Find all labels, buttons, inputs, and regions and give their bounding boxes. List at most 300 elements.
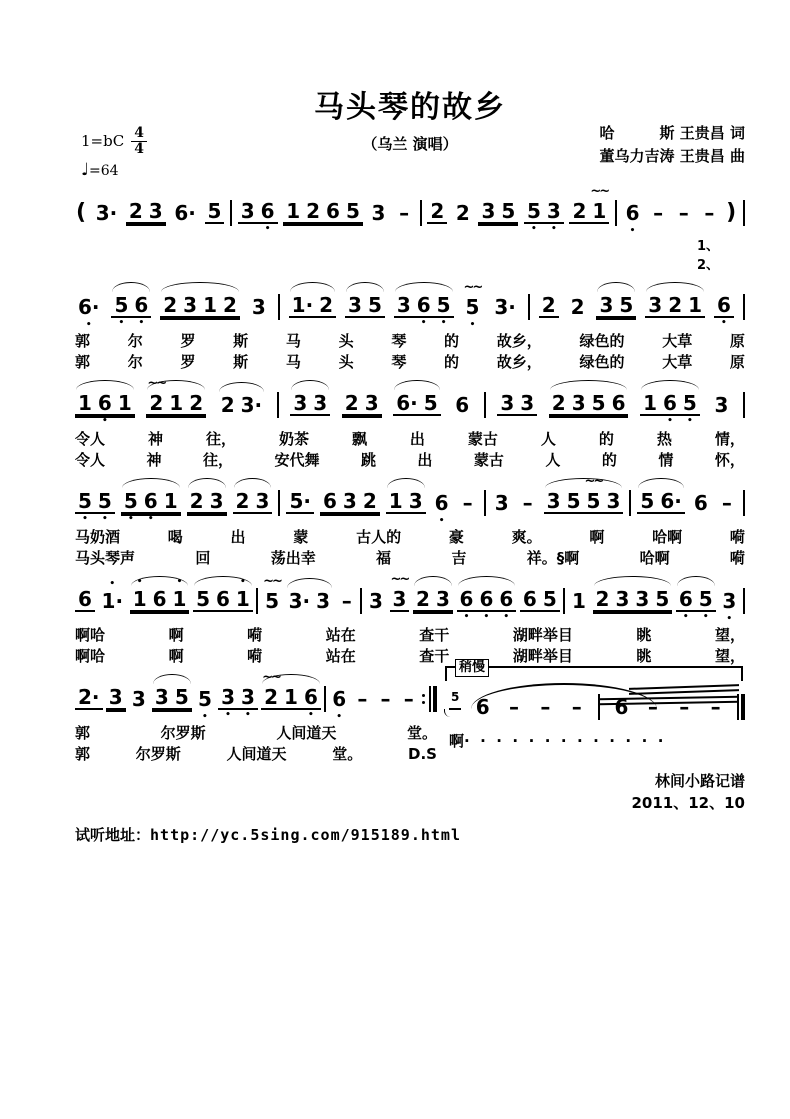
parenthesis: ): [726, 200, 737, 225]
note-group: [249, 296, 269, 318]
lyric-syllable: 蒙古: [467, 430, 498, 448]
high-octave-dot: •: [239, 577, 246, 587]
note: 5: [196, 587, 210, 611]
note-group: [394, 293, 454, 328]
note-group: [427, 200, 447, 224]
slur-arc: [414, 576, 452, 586]
note: 6: [475, 695, 490, 719]
note-group: [645, 294, 705, 318]
lyrics-verse-1: [75, 527, 745, 548]
note: 3: [546, 489, 561, 513]
lyric-syllable: 罗: [180, 332, 196, 350]
note-group: [568, 296, 588, 318]
lyric-syllable: 马奶酒: [75, 528, 121, 546]
low-octave-dot: •: [85, 320, 92, 330]
meter-numerator: 4: [134, 125, 144, 141]
note: 5 •: [123, 489, 138, 524]
lyric-syllable: 蒙: [293, 528, 309, 546]
note: 3: [209, 489, 224, 513]
lyric-syllable: 奶茶: [278, 430, 309, 448]
notes-row: [75, 376, 745, 429]
lyric-syllable: 神: [146, 451, 162, 469]
low-octave-dot: •: [138, 318, 145, 328]
barline: [743, 588, 745, 614]
note: 6 •: [434, 491, 449, 526]
note-group: [549, 392, 629, 416]
double-underline: [283, 224, 363, 226]
note: 3: [154, 685, 169, 709]
low-octave-dot: •: [702, 612, 709, 622]
note-group: [99, 579, 127, 613]
system-4: [75, 474, 745, 569]
verse-mark-2: 2、: [696, 258, 719, 273]
note: 6·: [174, 201, 196, 225]
low-octave-dot: •: [101, 416, 108, 426]
lyric-syllable: 马: [285, 353, 301, 371]
listen-address: [75, 824, 745, 845]
lyric-syllable: 哈啊: [652, 528, 683, 546]
note: 5: [367, 293, 382, 317]
lyric-syllable: 尔: [127, 353, 143, 371]
barline: [324, 686, 326, 712]
note: 1 •: [132, 577, 147, 611]
note: 1· •: [101, 579, 124, 613]
lyric-syllable: 情: [658, 451, 674, 469]
note-group: [233, 490, 273, 514]
note-group: [637, 490, 684, 514]
barline: [429, 686, 431, 712]
note: 6 •: [134, 293, 149, 328]
tempo-marking: [81, 160, 147, 180]
note-group: [473, 696, 493, 718]
note: 5 •: [114, 293, 129, 328]
lyric-syllable: 嗬: [247, 647, 263, 665]
lyric-syllable: 福: [376, 549, 392, 567]
note: 3: [615, 587, 630, 611]
notes-row: [75, 572, 745, 625]
lyrics-verse-1: [75, 723, 437, 744]
notes-row: [75, 670, 437, 723]
barline: [278, 490, 280, 516]
note: 3: [368, 589, 383, 613]
slur-arc: [122, 478, 180, 488]
note-group: [691, 492, 711, 514]
lyric-syllable: 望，: [714, 626, 745, 644]
slur-arc: [646, 282, 704, 292]
slur-arc: [641, 380, 699, 390]
note: 1: [169, 391, 184, 415]
lyric-syllable: 马头琴声: [75, 549, 136, 567]
slur-arc: [161, 282, 239, 292]
note-group: [497, 392, 537, 416]
note: 6 •: [459, 587, 474, 622]
note: 3·: [288, 589, 311, 613]
note-group: [432, 491, 452, 526]
lyric-syllable: 故乡，: [496, 332, 542, 350]
note: 3 •: [221, 685, 235, 720]
duration-dash: –: [357, 687, 368, 711]
note: 6 •: [499, 587, 514, 622]
slur-arc: [76, 380, 134, 390]
note: 6 •: [260, 199, 275, 234]
barline: [256, 588, 258, 614]
slow-bracket: [445, 660, 743, 681]
lyric-syllable: 尔罗斯: [160, 724, 206, 742]
note: 1 •: [235, 577, 250, 611]
note-group: [195, 687, 215, 722]
duration-dash: –: [380, 687, 391, 711]
time-signature: [131, 126, 147, 156]
double-underline: [130, 612, 190, 614]
note-group: [390, 572, 410, 612]
system-1: [75, 184, 745, 275]
low-octave-dot: •: [127, 514, 134, 524]
slur-arc: [550, 380, 628, 390]
note: 2: [570, 295, 585, 319]
note-group: [238, 199, 278, 234]
note-group: [366, 590, 386, 612]
note: 3: [251, 295, 266, 319]
note: 6: [326, 199, 340, 223]
lyrics-verse-2: [75, 744, 437, 765]
note-group: [623, 201, 643, 236]
double-underline: [320, 514, 380, 516]
lyric-syllable: 原: [729, 353, 745, 371]
note-group: [187, 490, 227, 514]
lyric-syllable: 豪: [448, 528, 464, 546]
slur-arc: [112, 282, 150, 292]
note: 1: [163, 489, 178, 513]
low-octave-dot: •: [147, 514, 154, 524]
note: 3: [599, 293, 614, 317]
repeat-end-barline: [422, 686, 437, 710]
note: 3·: [494, 295, 516, 319]
note: 2 ~~: [262, 670, 280, 709]
note: 6 •: [97, 391, 112, 426]
song-title: 马头琴的故乡: [314, 90, 506, 125]
verse-marks: [75, 237, 745, 275]
note: 3: [500, 391, 515, 415]
note: 5 •: [436, 293, 451, 328]
barline: [360, 588, 362, 614]
low-octave-dot: •: [682, 612, 689, 622]
note-group: [75, 686, 103, 710]
note-group: [160, 294, 240, 318]
lyric-syllable: 查干: [419, 647, 450, 665]
trill-icon: ~~: [390, 572, 409, 587]
slur-arc: [387, 478, 425, 488]
note: 5 ~~: [263, 574, 281, 613]
note: 6: [323, 489, 337, 513]
rit-line: [629, 684, 739, 695]
double-underline: [549, 416, 629, 418]
note: 6 •: [303, 685, 318, 720]
note-group: [218, 685, 258, 720]
note: 1 ~~: [590, 184, 609, 223]
slur-arc: [677, 576, 715, 586]
note: 3: [714, 393, 729, 417]
lyric-syllable: 安代舞: [274, 451, 320, 469]
note-group: [676, 587, 716, 622]
note-group: [126, 200, 166, 224]
high-octave-dot: •: [109, 579, 116, 589]
barline: [278, 294, 280, 320]
lyrics-verse-2: [75, 352, 745, 373]
trill-icon: ~~: [263, 574, 281, 589]
note: 5: [423, 391, 438, 415]
note-group: [193, 577, 253, 612]
lyric-syllable: 吉: [451, 549, 467, 567]
note: 5: [591, 391, 606, 415]
system-6-main: [75, 670, 437, 765]
note: 1: [572, 589, 586, 613]
footer-credits: [75, 771, 745, 815]
barline: [563, 588, 565, 614]
double-underline: [126, 224, 166, 226]
lyric-syllable: 啊哈: [75, 647, 106, 665]
note: 1: [117, 391, 132, 415]
note-group: [75, 489, 115, 524]
barline: [743, 490, 745, 516]
note-group: [289, 294, 336, 318]
ah-vocalise: [449, 731, 745, 752]
lyric-syllable: 荡出幸: [270, 549, 316, 567]
note: 5: [566, 489, 581, 513]
trill-icon: ~~: [590, 184, 609, 199]
lyric-syllable: 站在: [325, 626, 356, 644]
slur-arc: [458, 576, 516, 586]
note: 3 •: [546, 199, 561, 234]
slur-arc: [234, 478, 272, 488]
note: 3: [435, 587, 450, 611]
lyric-syllable: 湖畔举目: [512, 647, 573, 665]
note: 5: [619, 293, 634, 317]
note: 6 •: [678, 587, 693, 622]
note-group: [75, 295, 103, 330]
note: 3 ~~: [390, 572, 409, 611]
lyrics-verse-1: [75, 625, 745, 646]
note-group: [539, 294, 559, 318]
note-group: [453, 202, 473, 224]
note-group: [342, 392, 382, 416]
duration-dash: –: [522, 491, 533, 515]
lyric-syllable: 嗬: [729, 528, 745, 546]
note: 3: [408, 489, 423, 513]
note: 5: [655, 587, 670, 611]
meter-denominator: 4: [131, 141, 147, 157]
note: 6: [455, 393, 470, 417]
sheet-content: [75, 82, 745, 845]
note: 6: [693, 491, 708, 515]
double-underline: [596, 318, 636, 320]
note: 2: [541, 293, 556, 317]
slur-arc: [287, 578, 332, 588]
note: 6 •: [416, 293, 431, 328]
note: 3: [255, 489, 270, 513]
lyric-syllable: 祥。§啊: [526, 549, 580, 567]
note-group: [593, 588, 673, 612]
slur-arc: [188, 478, 226, 488]
system-5: [75, 572, 745, 667]
barline: [230, 200, 232, 226]
note: 2: [128, 199, 143, 223]
note-group: [129, 688, 149, 710]
slow-tempo-label: 稍慢: [455, 659, 489, 677]
low-octave-dot: •: [245, 710, 251, 720]
slur-arc: [638, 478, 683, 488]
note-group: [152, 686, 192, 710]
low-octave-dot: •: [202, 712, 208, 722]
note: 6 •: [479, 587, 494, 622]
low-octave-dot: •: [726, 614, 733, 624]
slur-arc: [219, 382, 264, 392]
high-octave-dot: •: [136, 577, 143, 587]
note: 5 • ~~: [463, 280, 482, 330]
note-group: [121, 489, 181, 524]
low-octave-dot: •: [550, 224, 557, 234]
note: 5: [542, 587, 557, 611]
barline: [743, 200, 745, 226]
note-group: [262, 574, 282, 613]
lyric-syllable: 斯: [233, 332, 249, 350]
system-2: [75, 278, 745, 373]
key-signature: 1=bC: [81, 132, 125, 151]
note-group: [492, 492, 512, 514]
lyric-syllable: 尔: [127, 332, 143, 350]
verse-mark-1: 1、: [696, 239, 719, 254]
low-octave-dot: •: [531, 224, 537, 234]
note-group: [369, 202, 389, 224]
note: 6: [611, 391, 626, 415]
slur-arc: [395, 282, 453, 292]
note: 5 •: [97, 489, 112, 524]
note: 3: [606, 489, 621, 513]
low-octave-dot: •: [82, 514, 88, 524]
note: 6: [522, 587, 537, 611]
note-group: [596, 294, 636, 318]
note: 3: [348, 293, 362, 317]
note: 6 •: [332, 687, 347, 722]
lyric-syllable: 望，: [714, 647, 745, 665]
note: 3: [183, 293, 198, 317]
barline: [629, 490, 631, 516]
notes-row: [75, 474, 745, 527]
slur-arc: [545, 478, 623, 488]
note: 5 •: [698, 587, 713, 622]
note: 3: [635, 587, 650, 611]
duration-dash: –: [647, 695, 658, 719]
lyric-syllable: 大草: [662, 353, 693, 371]
barline: [528, 294, 530, 320]
note: 6: [152, 587, 167, 611]
note: 2: [306, 199, 321, 223]
lyric-syllable: 郭: [75, 745, 91, 763]
lyric-syllable: 的: [444, 332, 460, 350]
duration-dash: –: [462, 491, 473, 515]
note: 5 •: [682, 391, 697, 426]
performer-credit: （乌兰 演唱）: [362, 135, 458, 153]
low-octave-dot: •: [686, 416, 693, 426]
low-octave-dot: •: [118, 318, 125, 328]
duration-dash: –: [710, 695, 721, 719]
notes-row: [75, 278, 745, 331]
note: 2: [319, 293, 334, 317]
duration-dash: –: [509, 695, 520, 719]
double-underline: [593, 612, 673, 614]
lyric-syllable: 堂。: [406, 724, 437, 742]
high-octave-dot: •: [176, 577, 183, 587]
note-group: [283, 200, 363, 224]
note: 5: [174, 685, 189, 709]
lyric-syllable: 故乡，: [496, 353, 542, 371]
lyric-syllable: 神: [147, 430, 163, 448]
note: 2: [595, 587, 610, 611]
note: 5 •: [197, 687, 212, 722]
note: 3·: [240, 393, 263, 417]
lyric-syllable: 人: [545, 451, 561, 469]
lyric-syllable: 堂。: [332, 745, 363, 763]
note-group: [457, 587, 517, 622]
lyric-syllable: 出: [409, 430, 425, 448]
lyric-syllable: 查干: [419, 626, 450, 644]
note: 3: [108, 685, 123, 709]
lyric-syllable: 往，: [202, 451, 233, 469]
lyrics-verse-1: [75, 429, 745, 450]
note-group: [93, 202, 121, 224]
note-group: [75, 588, 95, 612]
lyric-syllable: 嗬: [729, 549, 745, 567]
barline: [484, 392, 486, 418]
note-group: [345, 294, 385, 318]
note: 3 •: [240, 685, 255, 720]
note-group: [393, 392, 440, 416]
double-underline: [106, 710, 126, 712]
note: 1: [78, 391, 92, 415]
note: 2: [416, 587, 430, 611]
note: 5·: [289, 489, 311, 513]
duration-dash: –: [653, 201, 664, 225]
note: 3: [396, 293, 411, 317]
note-group: [640, 391, 700, 426]
note: 3: [371, 201, 386, 225]
note-group: [320, 490, 380, 514]
lyric-syllable: 绿色的: [579, 353, 625, 371]
note: 3: [342, 489, 357, 513]
lyric-syllable: 人间道天: [276, 724, 337, 742]
note: 1: [643, 391, 657, 415]
note: 1 •: [172, 577, 187, 611]
lyric-syllable: 啊: [168, 647, 184, 665]
lyric-syllable: 出: [417, 451, 433, 469]
low-octave-dot: •: [308, 710, 314, 720]
quarter-note-icon: ♩: [81, 160, 90, 181]
note: 2: [455, 201, 470, 225]
barline-thick: [741, 694, 745, 720]
slur-arc: [290, 282, 335, 292]
lyric-syllable: 罗: [180, 353, 196, 371]
double-underline: [146, 416, 206, 418]
note: 6: [614, 695, 629, 719]
note: 3: [293, 391, 308, 415]
lyric-syllable: 尔罗斯: [135, 745, 181, 763]
low-octave-dot: •: [629, 226, 636, 236]
note-group: [386, 490, 426, 514]
low-octave-dot: •: [463, 612, 470, 622]
note-group: [544, 474, 624, 514]
note: 2: [189, 391, 204, 415]
lyric-syllable: 往，: [205, 430, 236, 448]
slur-arc: [594, 576, 672, 586]
